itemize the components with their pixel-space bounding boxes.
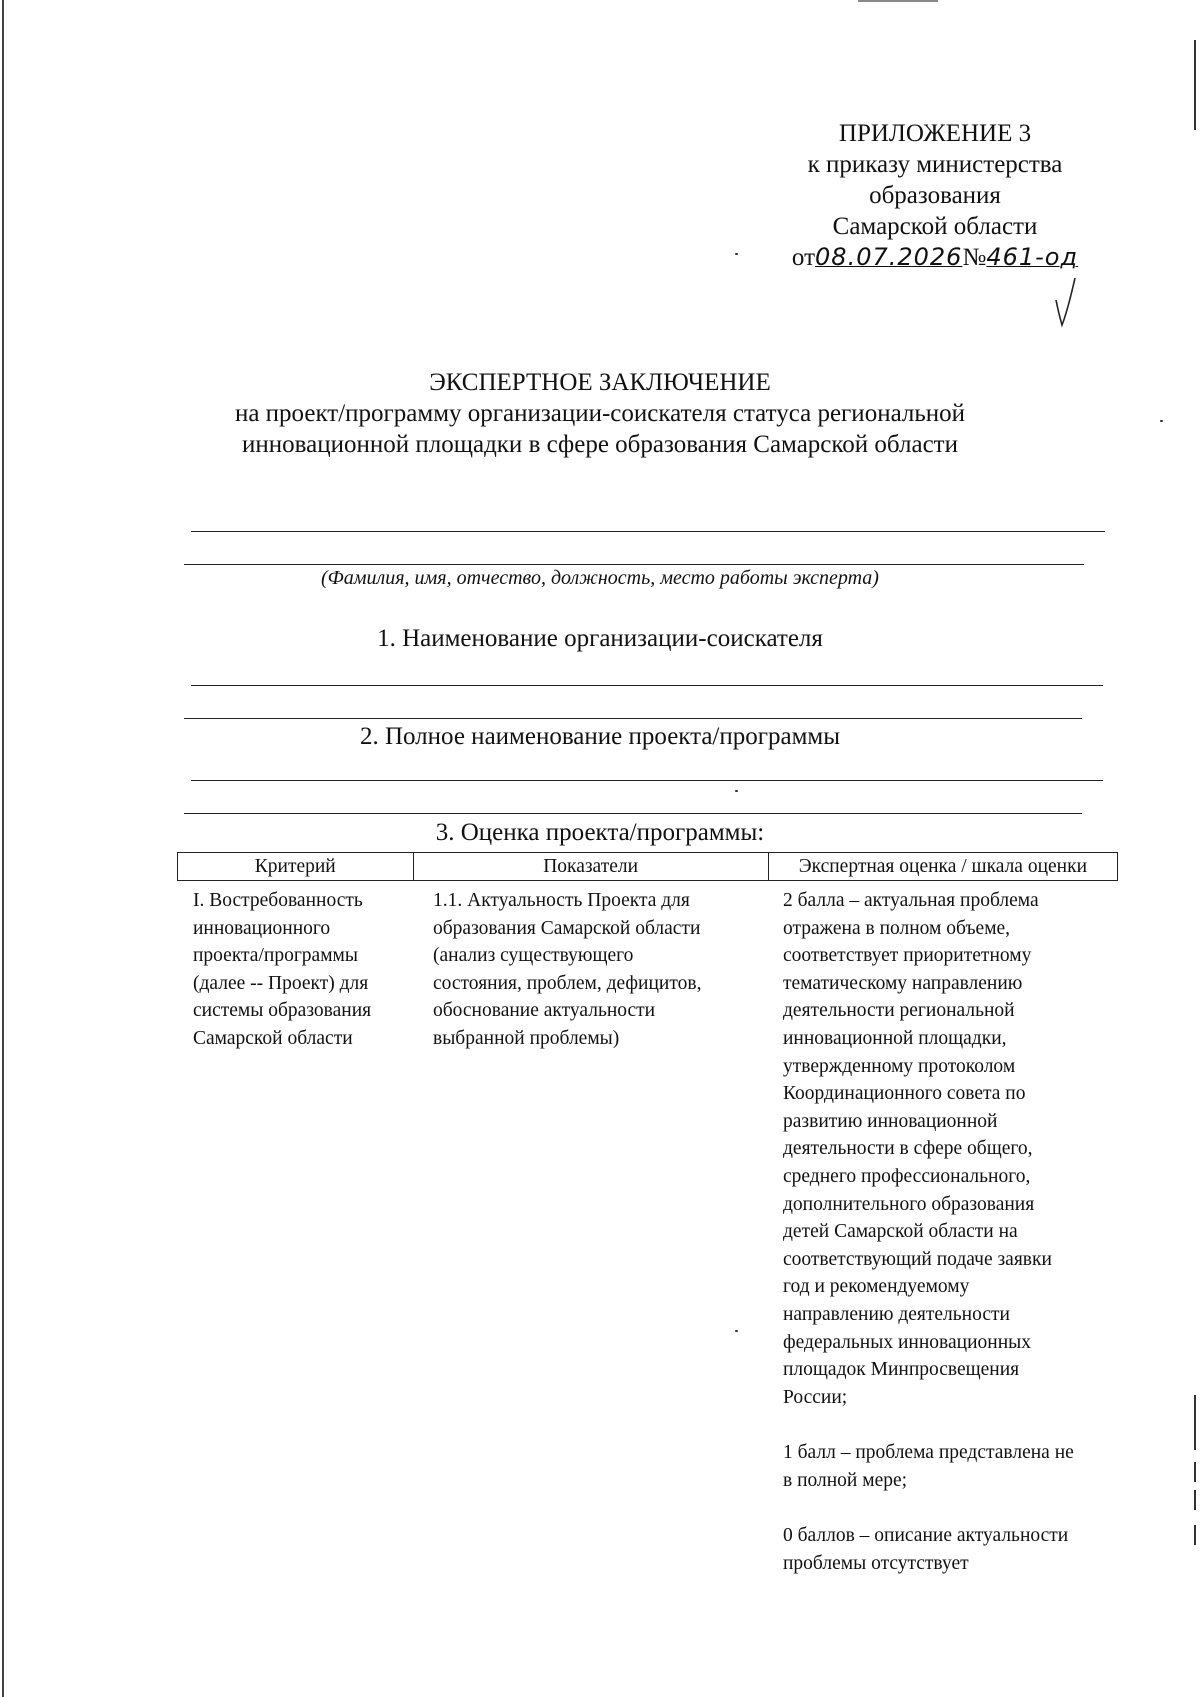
criterion-line: Самарской области (193, 1027, 353, 1049)
indicator-line: состояния, проблем, дефицитов, (433, 972, 702, 994)
section-organization-name: 1. Наименование организации-соискателя (377, 625, 823, 652)
appendix-line: образования (869, 182, 1001, 209)
document-subtitle-line: инновационной площадки в сфере образования Самарской области (242, 431, 958, 458)
table-header (177, 852, 1118, 881)
expert-fill-line (191, 531, 1105, 532)
column-header-expert-score: Экспертная оценка / шкала оценки (798, 856, 1088, 877)
scan-right-edge-mark (1194, 1462, 1196, 1482)
score-line: дополнительного образования (783, 1193, 1035, 1215)
score-2-description (783, 887, 1112, 1411)
handwritten-order-number: 461-од (986, 243, 1079, 271)
column-header-indicators: Показатели (414, 853, 769, 880)
criterion-line: (далее -- Проект) для (193, 972, 369, 994)
section-project-evaluation: 3. Оценка проекта/программы: (435, 819, 765, 846)
score-line: тематическому направлению (783, 972, 1023, 994)
handwritten-stroke-icon (1050, 270, 1080, 330)
indicator-line: выбранной проблемы) (433, 1027, 620, 1049)
criterion-line: системы образования (193, 1000, 372, 1022)
score-line: России; (783, 1386, 848, 1408)
score-line: отражена в полном объеме, (783, 917, 1011, 939)
scan-speck (735, 790, 738, 792)
expert-score-cell (769, 887, 1118, 1578)
score-line: инновационной площадки, (783, 1027, 1007, 1049)
score-line: проблемы отсутствует (783, 1553, 969, 1575)
score-line: направлению деятельности (783, 1303, 1010, 1325)
score-line: деятельности региональной (783, 1000, 1015, 1022)
order-date-row (770, 242, 1100, 273)
criterion-line: инновационного (193, 917, 331, 939)
indicator-line: обоснование актуальности (433, 1000, 656, 1022)
criterion-line: I. Востребованность (193, 890, 363, 911)
project-fill-line (191, 780, 1103, 781)
scan-top-edge (858, 0, 938, 2)
column-header-criterion: Критерий (178, 853, 414, 880)
document-title-block (100, 367, 1100, 460)
scan-left-edge (2, 0, 4, 1697)
scan-right-edge-mark (1194, 1395, 1196, 1450)
score-line: 0 баллов – описание актуальности (783, 1525, 1069, 1547)
criterion-line: проекта/программы (193, 945, 358, 967)
document-subtitle-line: на проект/программу организации-соискателя статуса региональной (234, 400, 966, 427)
organization-fill-line (191, 685, 1103, 686)
score-line: в полной мере; (783, 1469, 908, 1491)
document-title: ЭКСПЕРТНОЕ ЗАКЛЮЧЕНИЕ (429, 369, 771, 396)
evaluation-table (177, 852, 1118, 1578)
score-line: Координационного совета по (783, 1083, 1026, 1105)
expert-fill-line (184, 564, 1084, 565)
scan-right-edge-mark (1194, 1490, 1196, 1510)
score-line: соответствующий подаче заявки (783, 1248, 1052, 1270)
scan-right-edge-mark (1194, 40, 1196, 130)
organization-fill-line (184, 718, 1082, 719)
table-row (177, 881, 1118, 1578)
scan-speck (1160, 420, 1163, 422)
indicator-line: 1.1. Актуальность Проекта для (433, 890, 690, 911)
score-line: федеральных инновационных (783, 1331, 1031, 1353)
score-line: детей Самарской области на (783, 1221, 1018, 1243)
score-line: площадок Минпросвещения (783, 1359, 1020, 1381)
scan-speck (735, 253, 738, 255)
score-line: деятельности в сфере общего, (783, 1138, 1033, 1160)
indicator-line: образования Самарской области (433, 917, 701, 939)
number-sign: № (962, 244, 987, 271)
date-prefix: от (791, 244, 816, 271)
score-line: год и рекомендуемому (783, 1276, 970, 1298)
score-line: утвержденному протоколом (783, 1055, 1016, 1077)
score-line: 2 балла – актуальная проблема (783, 890, 1039, 911)
expert-caption: (Фамилия, имя, отчество, должность, место работы эксперта) (321, 567, 879, 589)
indicator-line: (анализ существующего (433, 945, 634, 967)
score-line: среднего профессионального, (783, 1165, 1031, 1187)
section-project-name: 2. Полное наименование проекта/программы (359, 723, 841, 750)
score-line: 1 балл – проблема представлена не (783, 1442, 1074, 1464)
appendix-block (770, 118, 1100, 273)
appendix-line: Самарской области (832, 213, 1038, 240)
criterion-cell (177, 887, 413, 1578)
project-fill-line (184, 813, 1082, 814)
scan-right-edge-mark (1194, 1525, 1196, 1545)
indicator-cell (413, 887, 769, 1578)
appendix-line: к приказу министерства (807, 151, 1063, 178)
score-1-description (783, 1439, 1112, 1494)
score-line: соответствует приоритетному (783, 945, 1032, 967)
appendix-title: ПРИЛОЖЕНИЕ 3 (838, 120, 1032, 147)
handwritten-date: 08.07.2026 (815, 243, 963, 271)
score-0-description (783, 1522, 1112, 1577)
score-line: развитию инновационной (783, 1110, 998, 1132)
